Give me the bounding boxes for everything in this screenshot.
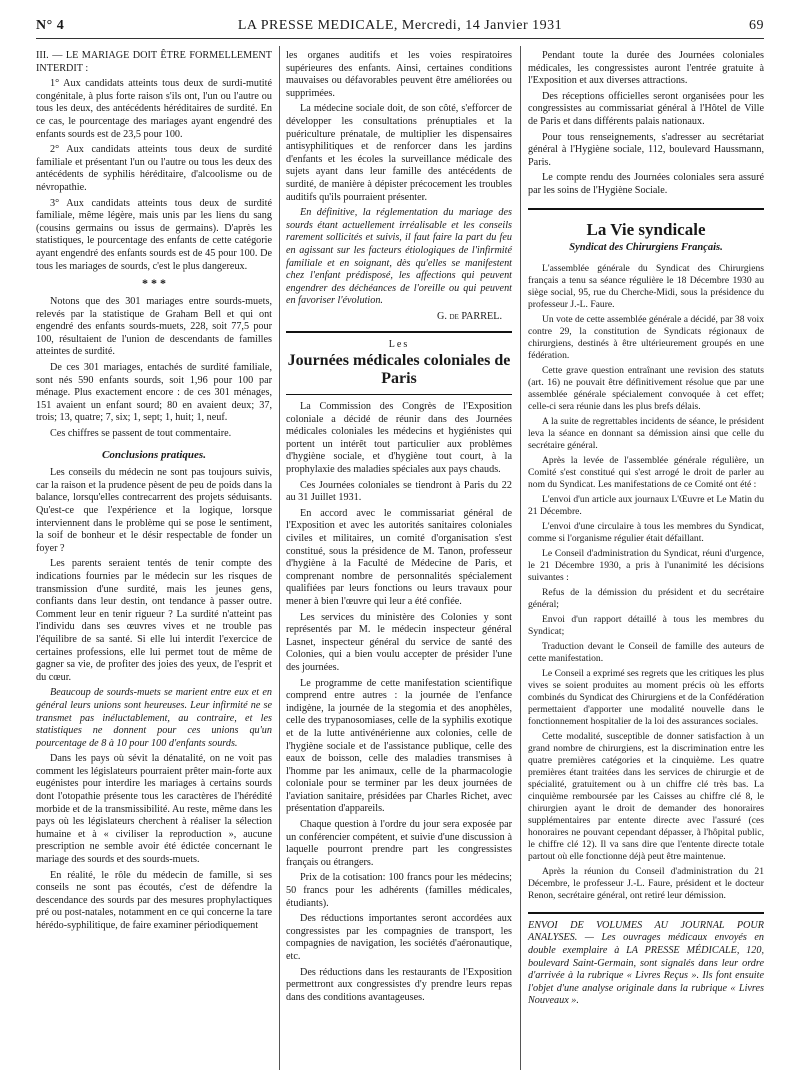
paragraph: III. — LE MARIAGE DOIT ÊTRE FORMELLEMENT INTERDIT : [36, 50, 272, 74]
paragraph: La Commission des Congrès de l'Exposition coloniale a décidé de réunir dans des Journées médicales coloniales les médecins et hygiénistes qui portent un intérêt tout particulier aux problèmes d'hygiène sociale, et d'hygiène tout court, à la prophylaxie des maladies spéciales aux pays chauds. [286, 401, 512, 476]
author-signature: G. de PARREL. [437, 310, 502, 322]
journal-title: LA PRESSE MEDICALE, Mercredi, 14 Janvier 1931 [237, 18, 563, 33]
section-separator: * * * [142, 276, 166, 291]
paragraph: En réalité, le rôle du médecin de famille, si ses conseils ne sont pas écoutés, c'est de défendre la descendance des sourds par des mesures prophylactiques pré ou post-natales, notamment en ce qui concerne la tare hérédo-syphilitique, de faire examiner périodiquement [36, 869, 272, 931]
paragraph: Cette modalité, susceptible de donner satisfaction à un grand nombre de chirurgiens, est la discrimination entre les quatre premières catégories et la cinquième. Les quatre premières étant traitées dans les services de chirurgie et de spécialité, gratuitement ou à un chiffre clé très bas. La cinquième remboursée par les Caisses au chiffre clé 8, le chirurgien ayant le droit de demander des honoraires supplémentaires par entente directe avec l'assuré (ces honoraires ne pouvant cependant dépasser, à l'hôpital public, le chiffre clé 12). Il va sans dire que l'entente directe totale partout où elle fonctionne déjà peut être maintenue. [528, 730, 764, 862]
paragraph: Après la réunion du Conseil d'administration du 21 Décembre, le professeur J.-L. Faure, président et le docteur Renon, secrétaire général, ont retiré leur démission. [528, 865, 764, 901]
paragraph: Dans les pays où sévit la dénatalité, on ne voit pas comment les législateurs pourraient prêter main-forte aux eugénistes pour interdire les mariages à certains sourds dont l'otopathie présente tous les caractères de l'hérédité morbide et de la transmissibilité. Au reste, même dans les pays où les législateurs cherchent à réaliser la sélection humaine et à « civiliser la reproduction », aucune prescription ne semble avoir été édictée concernant le mariage des sourds et des sourds-muets. [36, 753, 272, 866]
article-title-main: Journées médicales coloniales de Paris [287, 352, 511, 388]
column-1 [36, 50, 272, 936]
paragraph: Un vote de cette assemblée générale a décidé, par 38 voix contre 29, la constitution de Syndicats régionaux de chirurgiens, destinés à être ultérieurement groupés en une fédération. [528, 313, 764, 361]
section-divider [528, 912, 764, 914]
notice-paragraph: ENVOI DE VOLUMES AU JOURNAL POUR ANALYSES. — Les ouvrages médicaux envoyés en double exemplaire à LA PRESSE MÉDICALE, 120, boulevard Saint-Germain, sont signalés dans leur ordre d'arrivée à la rubrique « Livres Reçus ». Ils font ensuite l'objet d'une analyse originale dans la rubrique « Livres Nouveaux ». [528, 919, 764, 1007]
paragraph: les organes auditifs et les voies respiratoires supérieures des enfants. Ainsi, certaines conditions mauvaises ou défavorables peuvent être améliorées ou supprimées. [286, 50, 512, 99]
paragraph: Le Conseil a exprimé ses regrets que les critiques les plus vives se soient produites au moment précis où les efforts combinés du Syndicat des Chirurgiens et de la Confédération permettaient d'apporter une modalité nouvelle dans le fonctionnement hospitalier de la loi des assurances sociales. [528, 667, 764, 727]
paragraph: A la suite de regrettables incidents de séance, le président leva la séance en donnant sa démission ainsi que celle du secrétaire général. [528, 415, 764, 451]
column-3 [528, 50, 764, 1011]
paragraph: Pendant toute la durée des Journées coloniales médicales, les congressistes auront l'entrée gratuite à l'Exposition et aux diverses attractions. [528, 50, 764, 87]
paragraph: Traduction devant le Conseil de famille des auteurs de cette manifestation. [528, 640, 764, 664]
article-title [286, 331, 512, 395]
paragraph: Les services du ministère des Colonies y sont représentés par M. le médecin inspecteur général Lasnet, inspecteur général du service de santé des Colonies, qui a bien voulu accepter de présider l'une des journées. [286, 611, 512, 673]
paragraph: Des réductions dans les restaurants de l'Exposition permettront aux congressistes d'y prendre leurs repas dans des conditions avantageuses. [286, 966, 512, 1003]
paragraph: 2° Aux candidats atteints tous deux de surdité familiale et présentant l'un ou l'autre ou tous les deux des antécédents de syphilis héréditaire, d'alcoolisme ou de névropathie. [36, 144, 272, 193]
article-title-prefix: Les [388, 339, 410, 351]
paragraph: L'envoi d'une circulaire à tous les membres du Syndicat, comme si l'organisme régulier était défaillant. [528, 520, 764, 544]
section-heading: Conclusions pratiques. [102, 448, 206, 461]
paragraph: Ces chiffres se passent de tout commentaire. [50, 428, 232, 440]
paragraph: Le compte rendu des Journées coloniales sera assuré par les soins de l'Hygiène Sociale. [528, 172, 764, 196]
paragraph: Pour tous renseignements, s'adresser au secrétariat général à l'Hygiène sociale, 112, boulevard Haussmann, Paris. [528, 131, 764, 168]
paragraph: Notons que des 301 mariages entre sourds-muets, relevés par la statistique de Graham Bell et qui ont engendré des enfants sourds-muets, 228, soit 77,5 pour 100, résultaient de l'union de descendants de familles atteintes de surdité. [36, 296, 272, 358]
paragraph: Après la levée de l'assemblée générale régulière, un Comité s'est constitué qui s'est arrogé le droit de parler au nom du Syndicat. Les manifestations de ce Comité ont été : [528, 454, 764, 490]
column-2 [286, 50, 512, 1007]
section-title: La Vie syndicale [528, 208, 764, 237]
paragraph: Le programme de cette manifestation scientifique comprend entre autres : la journée de l'enfance indigène, la journée de la stegomia et des anophèles, celle des trypanosomiases, celle de la syphilis exotique et de la lutte antivénérienne aux colonies, celle de l'hygiène sociale et de l'assistance publique, celle des eaux de boisson, celle des maladies transmises à l'homme par les animaux, celle de la pharmacologie coloniale pour se terminer par les deux journées de l'aviation sanitaire, présidées par Charles Richet, avec présentation d'appareils. [286, 677, 512, 815]
paragraph: Cette grave question entraînant une revision des statuts (art. 16) ne pouvait être définitivement résolue que par une assemblée générale spécialement convoquée à cet effet; celle-ci sera réunie dans les plus brefs délais. [528, 364, 764, 412]
paragraph: 1° Aux candidats atteints tous deux de surdi-mutité congénitale, à plus forte raison s'ils ont, l'un ou l'autre ou tous les deux, des antécédents héréditaires de surdité. En ce cas, le pourcentage des mariages ayant engendré des enfants sourds est de 23,5 pour 100. [36, 78, 272, 140]
paragraph: Le Conseil d'administration du Syndicat, réuni d'urgence, le 21 Décembre 1930, a pris à l'unanimité les décisions suivantes : [528, 547, 764, 583]
paragraph: Des réceptions officielles seront organisées pour les congressistes au commissariat général à l'Hôtel de Ville de Paris et dans différents palais nationaux. [528, 90, 764, 127]
paragraph: Les conseils du médecin ne sont pas toujours suivis, car la raison et la prudence pèsent de peu de poids dans la balance, lorsqu'elles contrecarrent des projets séduisants. Qu'est-ce que l'expérience et la logique, lorsque interviennent dans le problème qui se pose le sentiment, la soif de bonheur et le désir respectable de fonder un foyer ? [36, 467, 272, 554]
paragraph: Des réductions importantes seront accordées aux congressistes par les compagnies de transport, les compagnies de navigation, les sociétés d'aéronautique, etc. [286, 913, 512, 962]
column-divider [279, 46, 280, 1070]
paragraph: L'envoi d'un article aux journaux L'Œuvre et Le Matin du 21 Décembre. [528, 493, 764, 517]
paragraph: 3° Aux candidats atteints tous deux de surdité familiale, même légère, mais unis par les liens du sang (cousins germains ou issus de germains). D'après les statistiques, le pourcentage des enfants de cette catégorie ayant engendré des enfants sourds est de 45 pour 100. De tous les mariages de sourds, c'est le plus dangereux. [36, 197, 272, 272]
paragraph: L'assemblée générale du Syndicat des Chirurgiens français a tenu sa séance régulière le 18 Décembre 1930 au siège social, 95, rue du Cherche-Midi, sous la présidence du professeur J.-L. Faure. [528, 262, 764, 310]
paragraph: Refus de la démission du président et du secrétaire général; [528, 586, 764, 610]
paragraph: Envoi d'un rapport détaillé à tous les membres du Syndicat; [528, 613, 764, 637]
paragraph: Chaque question à l'ordre du jour sera exposée par un conférencier compétent, et suivie d'une discussion à laquelle pourront prendre part les congressistes français ou étrangers. [286, 819, 512, 868]
paragraph: De ces 301 mariages, entachés de surdité familiale, sont nés 590 enfants sourds, soit 1,96 pour 100 par ménage. Plus exactement encore : de ces 301 ménages, 151 avaient un enfant sourd; 80 en avaient deux; 37, trois; 13, quatre; 7, six; 1, sept; 1, huit; 1, neuf. [36, 362, 272, 424]
syndicate-report [528, 263, 764, 902]
paragraph: Prix de la cotisation: 100 francs pour les médecins; 50 francs pour les adhérents (familles médicales, étudiants). [286, 872, 512, 909]
paragraph: Beaucoup de sourds-muets se marient entre eux et en général leurs unions sont heureuses. Leur infirmité ne se transmet pas inéluctablement, au contraire, et les statistiques ne donnent pour ces unions qu'un pourcentage de 8 à 10 pour 100 d'enfants sourds. [36, 687, 272, 749]
paragraph: La médecine sociale doit, de son côté, s'efforcer de développer les consultations prénuptiales et la puériculture prénatale, de multiplier les dispensaires antisyphilitiques et de renforcer dans les jardins d'enfants et les écoles la surveillance médicale des sujets ayant dans leur famille des antécédents de surdité, de manière à dépister précocement les troubles auditifs qu'ils pourraient présenter. [286, 103, 512, 203]
page-header [36, 18, 764, 39]
paragraph: En définitive, la réglementation du mariage des sourds étant actuellement irréalisable et les conseils rarement sollicités et suivis, il faut faire la part du feu en agissant sur les facteurs étiologiques de l'infirmité familiale et en soignant, dès qu'elles se manifestent chez l'enfant prédisposé, les affections qui peuvent engendrer des déchéances de l'oreille ou qui peuvent en favoriser l'évolution. [286, 207, 512, 307]
paragraph: Ces Journées coloniales se tiendront à Paris du 22 au 31 Juillet 1931. [286, 479, 512, 504]
paragraph: En accord avec le commissariat général de l'Exposition et avec les autorités sanitaires coloniales civiles et militaires, un comité d'organisation s'est constitué, sous la présidence de M. Tanon, professeur d'hygiène à la Faculté de Médecine de Paris, et comprenant nombre de personnalités spécialement qualifiées par leurs fonctions ou leurs travaux pour mener à bien l'œuvre qui leur a été confiée. [286, 507, 512, 607]
page-number: 69 [749, 18, 764, 33]
section-subtitle: Syndicat des Chirurgiens Français. [569, 242, 723, 254]
issue-number: N° 4 [36, 18, 65, 33]
paragraph: Les parents seraient tentés de tenir compte des indications fournies par le médecin sur les risques de transmission d'une surdité, mais les jeunes gens, confiants dans leur destin, ont tendance à passer outre. Comment leur en tenir rigueur ? La surdité n'atteint pas l'individu dans ses œuvres vives et ne trouble pas l'équilibre de sa santé. Si elle lui interdit l'exercice de certaines professions, elle lui permet tout de même de gagner sa vie, de profiter des joies des yeux, de l'esprit et du cœur. [36, 558, 272, 683]
column-divider [520, 46, 521, 1070]
